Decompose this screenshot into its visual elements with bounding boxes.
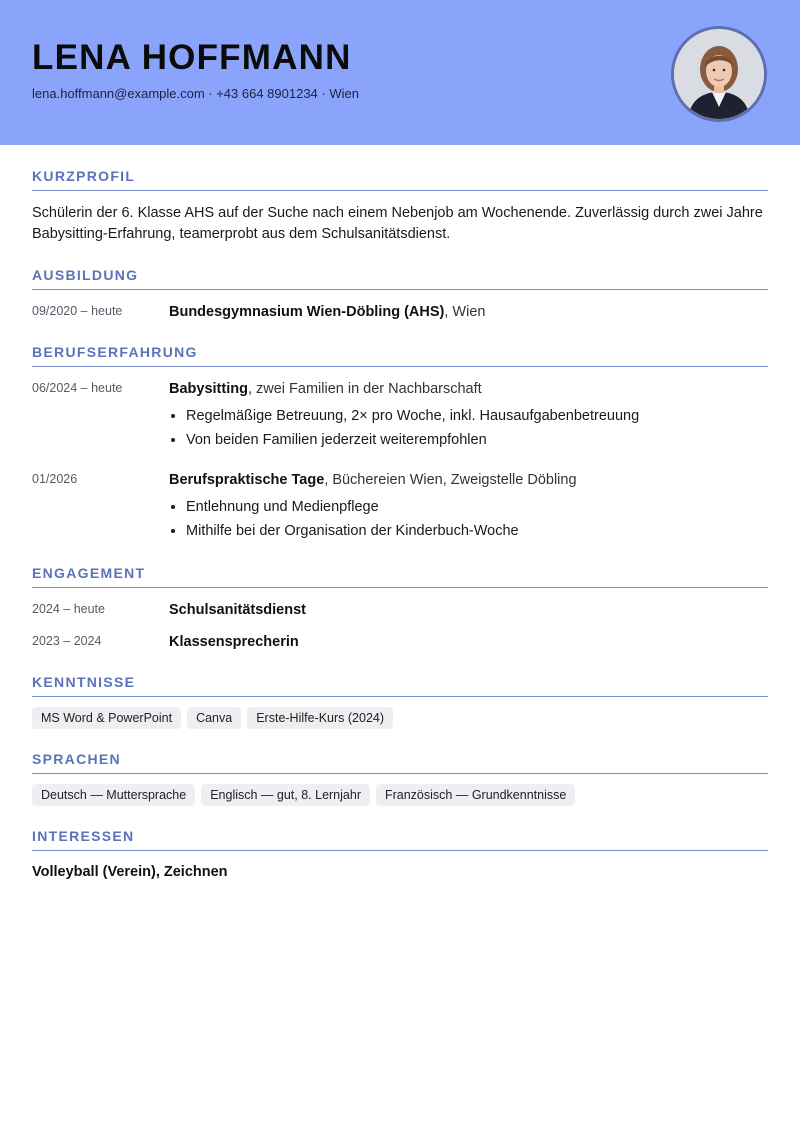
engagement-entry — [32, 600, 768, 620]
entry-date: 01/2026 — [32, 472, 78, 486]
section-sprachen — [32, 751, 768, 806]
language-chips — [32, 784, 768, 806]
skill-chip: MS Word & PowerPoint — [32, 707, 181, 729]
section-ausbildung — [32, 267, 768, 322]
entry-date: 06/2024 – heute — [32, 381, 123, 395]
profile-summary: Schülerin der 6. Klasse AHS auf der Suche nach einem Nebenjob am Wochenende. Zuverlässig durch zwei Jahre Babysitting-Erfahrung, teamerprobt aus dem Schulsanitätsdienst. — [32, 205, 763, 242]
section-title: INTERESSEN — [32, 828, 768, 851]
section-title: AUSBILDUNG — [32, 267, 768, 290]
section-interessen — [32, 828, 768, 880]
entry-title: Berufspraktische Tage — [169, 472, 325, 488]
section-engagement — [32, 565, 768, 652]
bullet-list — [169, 404, 768, 452]
interests-text: Volleyball (Verein), Zeichnen — [32, 864, 228, 880]
skills-chips — [32, 707, 768, 729]
entry-date: 2023 – 2024 — [32, 634, 102, 648]
skill-chip: Erste-Hilfe-Kurs (2024) — [247, 707, 393, 729]
section-title: SPRACHEN — [32, 751, 768, 774]
bullet-item: • Von beiden Familien jederzeit weiterempfohlen — [186, 428, 768, 452]
entry-title: Klassensprecherin — [169, 634, 299, 650]
section-berufserfahrung — [32, 344, 768, 543]
section-kurzprofil — [32, 168, 768, 245]
entry-date: 2024 – heute — [32, 602, 105, 616]
language-chip: Deutsch — Muttersprache — [32, 784, 195, 806]
section-title: ENGAGEMENT — [32, 565, 768, 588]
resume-body — [0, 168, 800, 880]
entry-title: Schulsanitätsdienst — [169, 602, 306, 618]
language-chip: Französisch — Grundkenntnisse — [376, 784, 575, 806]
candidate-name: LENA HOFFMANN — [32, 38, 352, 77]
portrait-image — [674, 29, 764, 119]
section-title: KURZPROFIL — [32, 168, 768, 191]
entry-title: Babysitting — [169, 381, 248, 397]
skill-chip: Canva — [187, 707, 241, 729]
language-chip: Englisch — gut, 8. Lernjahr — [201, 784, 370, 806]
education-entry — [32, 302, 768, 322]
entry-date: 09/2020 – heute — [32, 304, 123, 318]
entry-place: , Wien — [444, 304, 486, 320]
entry-place: , zwei Familien in der Nachbarschaft — [247, 381, 482, 397]
contact-line: lena.hoffmann@example.com · +43 664 8901234 · Wien — [32, 86, 359, 101]
profile-photo — [671, 26, 767, 122]
section-kenntnisse — [32, 674, 768, 729]
bullet-list — [169, 495, 768, 543]
section-title: KENNTNISSE — [32, 674, 768, 697]
header — [0, 0, 800, 145]
bullet-item: • Mithilfe bei der Organisation der Kinderbuch-Woche — [186, 519, 768, 543]
bullet-item: • Entlehnung und Medienpflege — [186, 495, 768, 519]
experience-entry — [32, 379, 768, 452]
experience-entry — [32, 470, 768, 543]
section-title: BERUFSERFAHRUNG — [32, 344, 768, 367]
entry-place: , Büchereien Wien, Zweigstelle Döbling — [324, 472, 577, 488]
bullet-item: • Regelmäßige Betreuung, 2× pro Woche, inkl. Hausaufgabenbetreuung — [186, 404, 768, 428]
entry-title: Bundesgymnasium Wien-Döbling (AHS) — [169, 304, 445, 320]
engagement-entry — [32, 632, 768, 652]
